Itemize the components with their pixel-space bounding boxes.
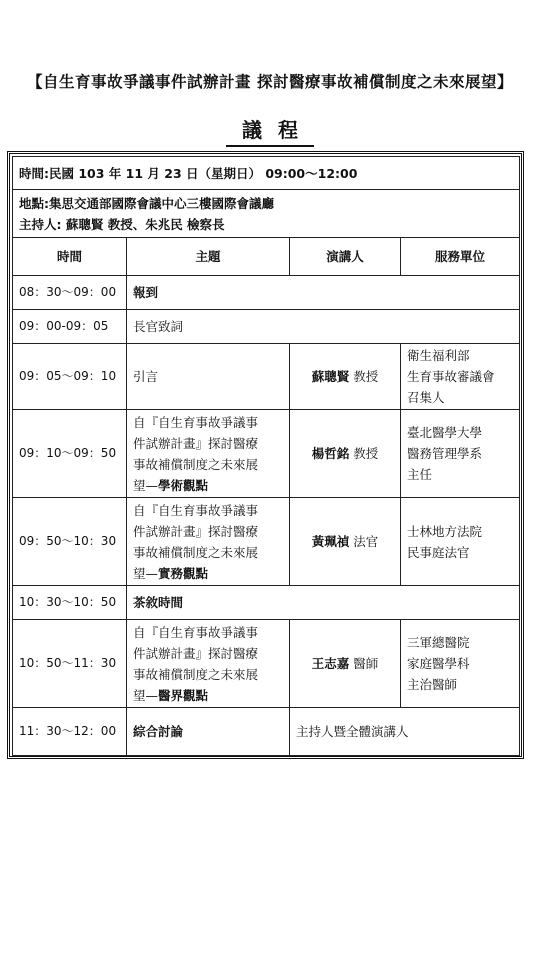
unit-line: 臺北醫學大學 [407, 425, 483, 440]
row-unit [401, 498, 520, 586]
unit-line: 民事庭法官 [407, 544, 470, 560]
row-topic [127, 620, 290, 708]
row-topic: 引言 [127, 344, 290, 410]
header-time: 時間 [13, 238, 127, 276]
unit-line: 家庭醫學科 [407, 656, 470, 671]
table-row [13, 276, 520, 310]
venue-host-cell [13, 190, 520, 238]
row-speaker [290, 344, 401, 410]
row-topic [127, 498, 290, 586]
unit-line: 召集人 [407, 390, 445, 405]
speaker-title: 法官 [353, 534, 379, 549]
speaker-title: 醫師 [353, 656, 379, 671]
unit-line: 醫務管理學系 [407, 446, 483, 461]
topic-tail-prefix: 望— [133, 477, 159, 493]
row-topic: 綜合討論 [127, 708, 290, 756]
unit-line: 三軍總醫院 [407, 635, 470, 650]
row-unit [401, 620, 520, 708]
row-unit [401, 344, 520, 410]
agenda-table [12, 156, 520, 756]
table-row [13, 708, 520, 756]
speaker-name: 王志嘉 [311, 656, 350, 671]
topic-tail-prefix: 望— [133, 687, 159, 703]
topic-line [133, 685, 283, 706]
row-topic [127, 410, 290, 498]
speaker-title: 教授 [353, 369, 379, 384]
table-row [13, 586, 520, 620]
info-venue-row [13, 190, 520, 238]
unit-line: 生育事故審議會 [407, 369, 495, 384]
row-speaker-span: 主持人暨全體演講人 [290, 708, 520, 756]
speaker-name: 黃珮禎 [311, 534, 350, 549]
row-time: 10：50〜11：30 [13, 620, 127, 708]
topic-viewpoint: 實務觀點 [158, 565, 209, 581]
speaker-name: 蘇聰賢 [311, 369, 350, 384]
topic-viewpoint: 醫界觀點 [158, 687, 209, 703]
unit-line: 主治醫師 [407, 677, 458, 692]
speaker-name: 楊哲銘 [311, 446, 350, 461]
topic-line: 自『自生育事故爭議事 [133, 624, 259, 640]
topic-line: 自『自生育事故爭議事 [133, 502, 259, 518]
topic-line: 件試辦計畫』探討醫療 [133, 435, 259, 451]
topic-line: 自『自生育事故爭議事 [133, 414, 259, 430]
row-speaker [290, 498, 401, 586]
topic-line: 事故補償制度之未來展 [133, 666, 259, 682]
agenda-heading: 議程 [226, 114, 314, 147]
agenda-heading-wrap [0, 114, 540, 147]
speaker-title: 教授 [353, 446, 379, 461]
row-topic: 報到 [127, 276, 520, 310]
table-row [13, 310, 520, 344]
row-time: 09：10〜09：50 [13, 410, 127, 498]
row-time: 08：30〜09：00 [13, 276, 127, 310]
topic-line: 事故補償制度之未來展 [133, 544, 259, 560]
topic-viewpoint: 學術觀點 [158, 477, 209, 493]
table-row [13, 410, 520, 498]
unit-line: 主任 [407, 467, 433, 482]
topic-tail-prefix: 望— [133, 565, 159, 581]
row-topic: 茶敘時間 [127, 586, 520, 620]
row-speaker [290, 620, 401, 708]
topic-line: 事故補償制度之未來展 [133, 456, 259, 472]
info-time-row [13, 157, 520, 190]
event-time: 時間:民國 103 年 11 月 23 日（星期日） 09:00〜12:00 [13, 157, 520, 190]
header-unit: 服務單位 [401, 238, 520, 276]
table-row [13, 498, 520, 586]
event-host: 主持人: 蘇聰賢 教授、朱兆民 檢察長 [19, 216, 225, 232]
row-time: 11：30〜12：00 [13, 708, 127, 756]
document-title: 【自生育事故爭議事件試辦計畫 探討醫療事故補償制度之未來展望】 [27, 72, 513, 91]
topic-line [133, 563, 283, 584]
unit-line: 士林地方法院 [407, 523, 483, 539]
event-venue: 地點:集思交通部國際會議中心三樓國際會議廳 [19, 195, 274, 211]
topic-line [133, 475, 283, 496]
topic-line: 件試辦計畫』探討醫療 [133, 645, 259, 661]
topic-line: 件試辦計畫』探討醫療 [133, 523, 259, 539]
table-row [13, 344, 520, 410]
table-header-row [13, 238, 520, 276]
row-time: 10：30〜10：50 [13, 586, 127, 620]
header-topic: 主題 [127, 238, 290, 276]
row-time: 09：50〜10：30 [13, 498, 127, 586]
row-unit [401, 410, 520, 498]
row-time: 09：05〜09：10 [13, 344, 127, 410]
row-topic: 長官致詞 [127, 310, 520, 344]
row-time: 09：00-09：05 [13, 310, 127, 344]
table-row [13, 620, 520, 708]
unit-line: 衛生福利部 [407, 348, 470, 363]
row-speaker [290, 410, 401, 498]
header-speaker: 演講人 [290, 238, 401, 276]
